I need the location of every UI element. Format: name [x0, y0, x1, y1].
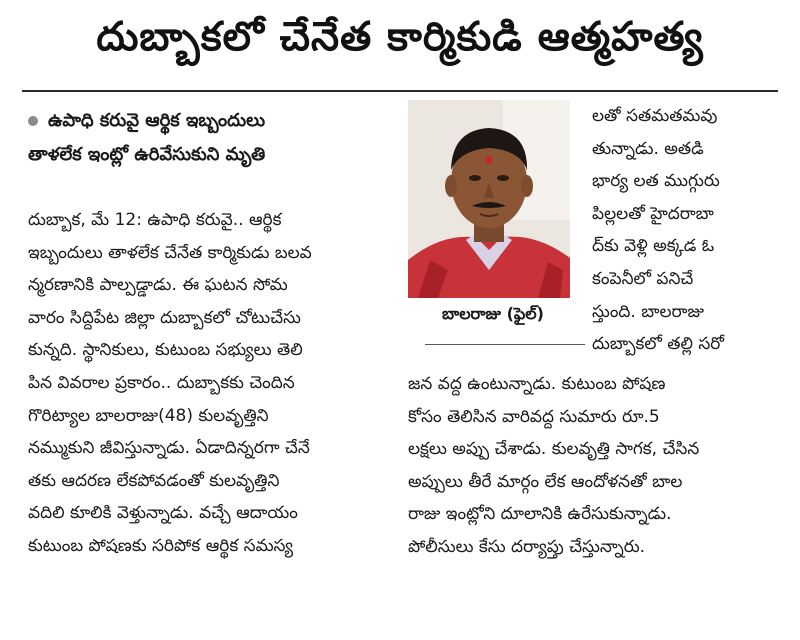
portrait-photo [408, 100, 570, 298]
subhead-2-text: తాళలేక ఇంట్లో ఉరివేసుకుని మృతి [28, 144, 266, 165]
headline: దుబ్బాకలో చేనేత కార్మికుడి ఆత్మహత్య [96, 14, 704, 60]
body-right-bottom: జన వద్ద ఉంటున్నాడు. కుటుంబ పోషణ కోసం తెలిసిన వారివద్ద సుమారు రూ.5 లక్షలు అప్పు చేశాడు. కులవృత్తి సాగక, చేసిన అప్పులు తీరే మార్గం లేక ఆందోళనతో బాల రాజు ఇంట్లోని దూలానికి ఉరేసుకున్నాడు. పోలీసులు కేసు దర్యాప్తు చేస్తున్నారు. [408, 374, 700, 557]
headline-rule [22, 90, 778, 92]
photo-caption: బాలరాజు (ఫైల్) [442, 304, 544, 323]
caption-rule [425, 344, 585, 345]
subhead-1-text: ఉపాధి కరువై ఆర్థిక ఇబ్బందులు [48, 110, 266, 131]
bullet-icon [28, 116, 38, 126]
subhead-1 [28, 104, 388, 138]
subhead-2 [28, 138, 388, 172]
body-left-column: దుబ్బాక, మే 12: ఉపాధి కరువై.. ఆర్థిక ఇబ్బందులు తాళలేక చేనేత కార్మికుడు బలవ న్మరణానికి పాల్పడ్డాడు. ఈ ఘటన సోమ వారం సిద్దిపేట జిల్లా దుబ్బాకలో చోటుచేసు కున్నది. స్థానికులు, కుటుంబ సభ్యులు తెలి పిన వివరాల ప్రకారం.. దుబ్బాకకు చెందిన గొరిట్యాల బాలరాజు(48) కులవృత్తిని నమ్ముకుని జీవిస్తున్నాడు. ఏడాదిన్నరగా చేనే తకు ఆదరణ లేకపోవడంతో కులవృత్తిని వదిలి కూలికి వెళ్తున్నాడు. వచ్చే ఆదాయం కుటుంబ పోషణకు సరిపోక ఆర్థిక సమస్య [28, 210, 312, 556]
portrait-illustration [408, 100, 570, 298]
subheads [28, 104, 388, 172]
body-right-top: లతో సతమతమవు తున్నాడు. అతడి భార్య లత ముగ్గురు పిల్లలతో హైదరాబా ద్‌కు వెళ్లి అక్కడ ఓ కంపెనీలో పనిచే స్తుంది. బాలరాజు దుబ్బాకలో తల్లి సరో [592, 106, 724, 355]
